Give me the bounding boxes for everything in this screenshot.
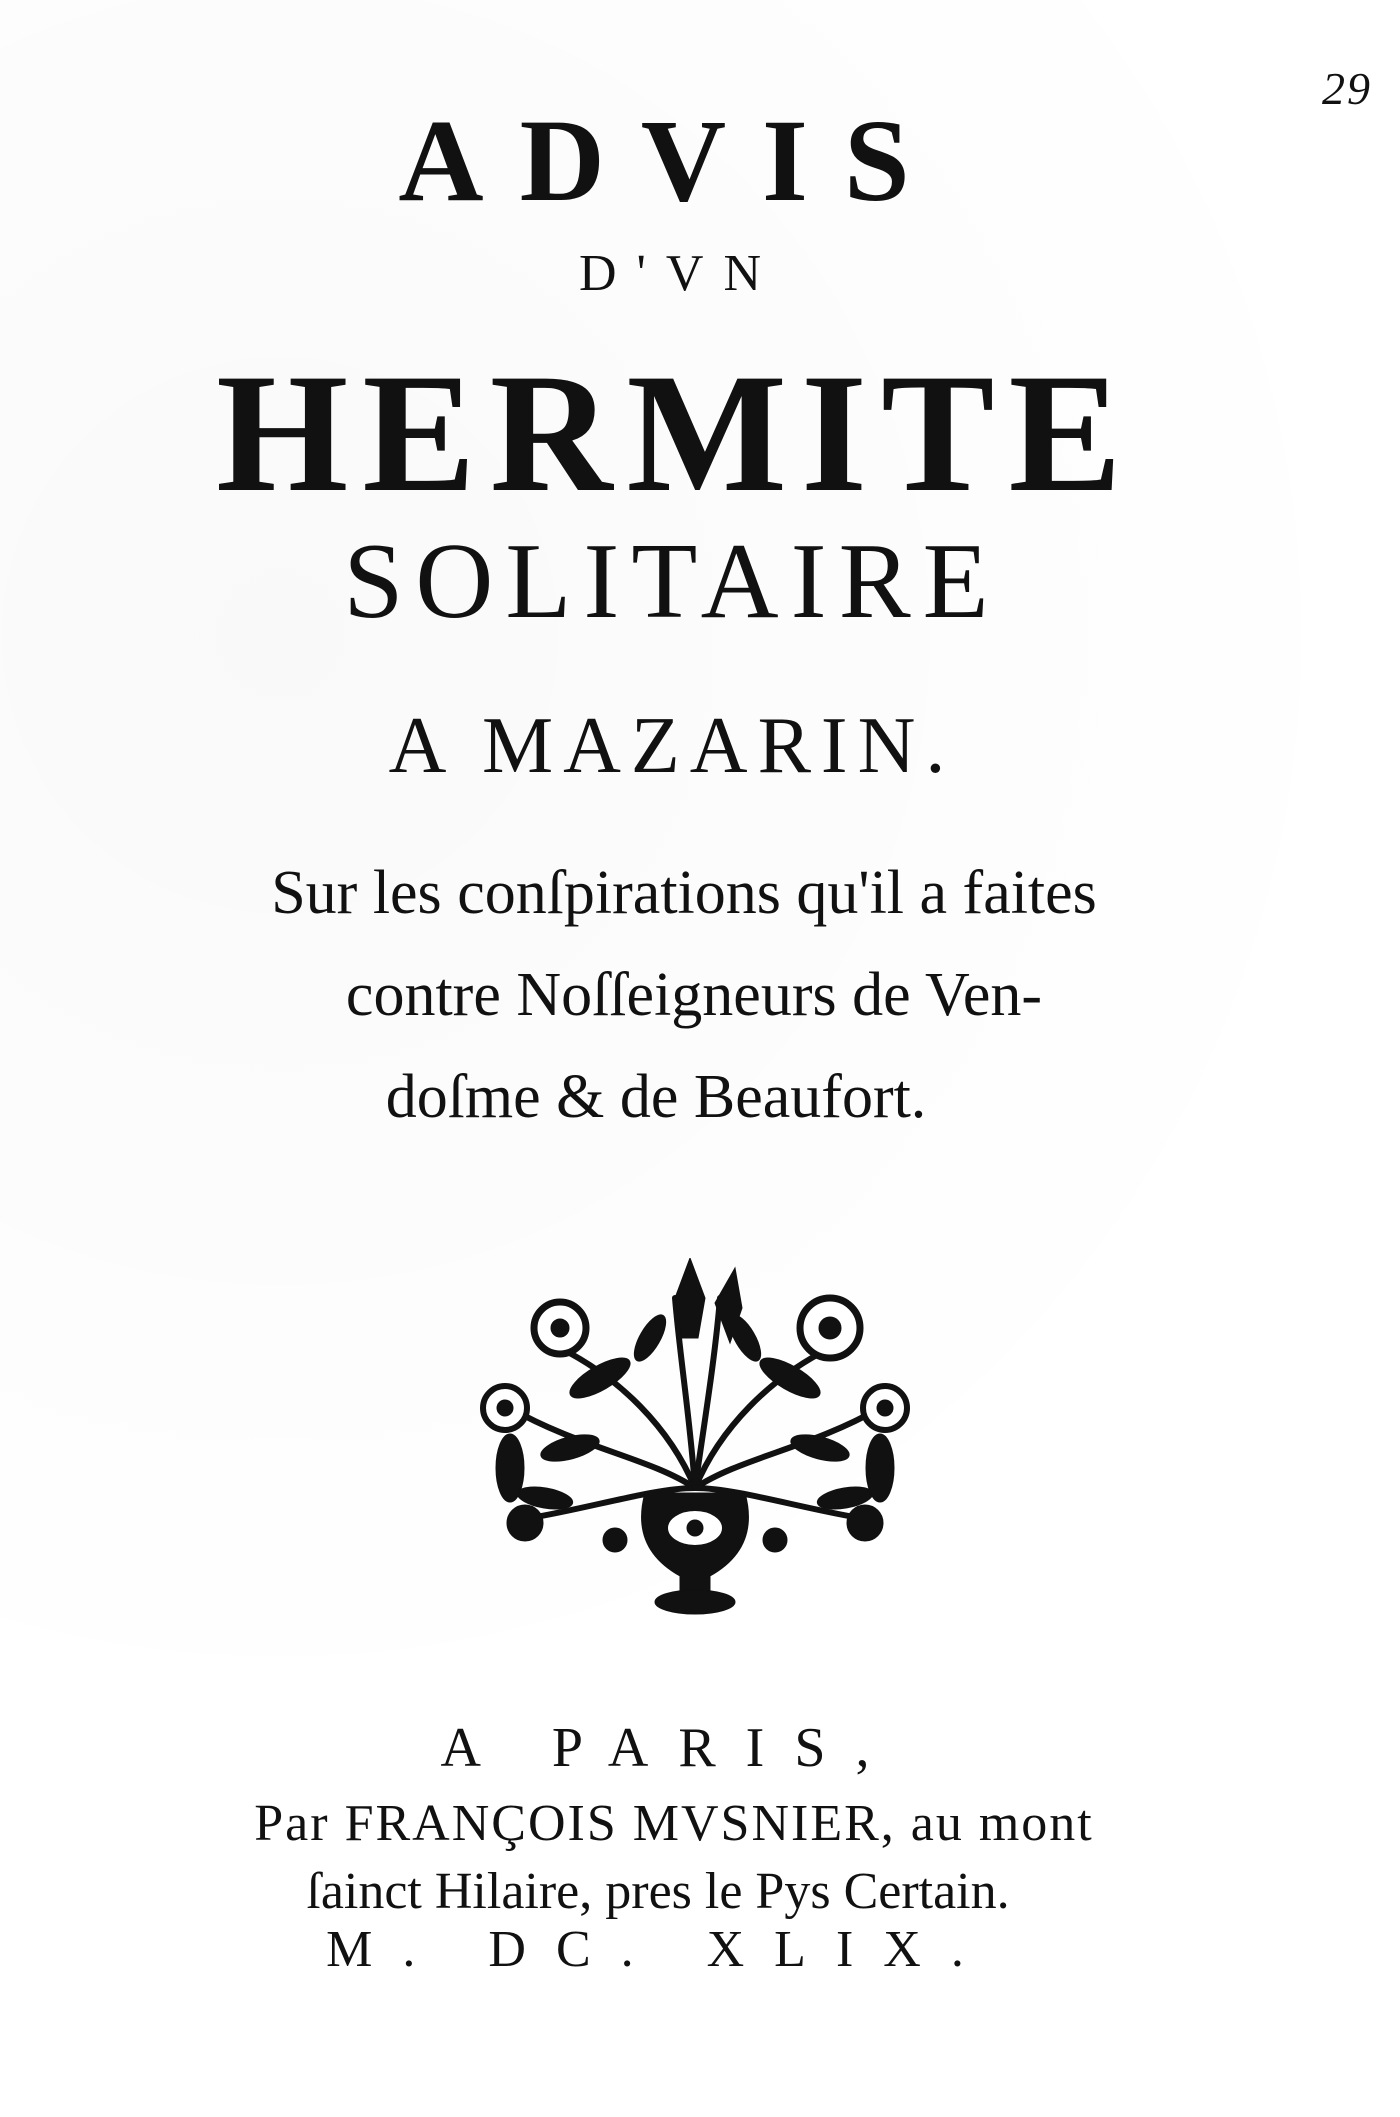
title-dun: D'VN xyxy=(578,245,782,302)
title-solitaire: SOLITAIRE xyxy=(343,522,1001,641)
subtitle-line-2: contre Noſſeigneurs de Ven- xyxy=(345,961,1043,1029)
imprint-year: M. DC. XLIX. xyxy=(326,1921,994,1978)
title-hermite: HERMITE xyxy=(216,339,1136,527)
flower-vase-woodcut-icon xyxy=(450,1258,940,1618)
subtitle-line-1: Sur les conſpirations qu'il a faites xyxy=(271,859,1097,927)
imprint-address: ſainct Hilaire, pres le Pys Certain. xyxy=(306,1863,1010,1920)
title-advis: ADVIS xyxy=(398,95,946,226)
folio-number: 29 xyxy=(1322,63,1372,114)
title-a-mazarin: A MAZARIN. xyxy=(388,702,956,790)
subtitle-line-3: doſme & de Beaufort. xyxy=(385,1063,927,1131)
imprint-place: A PARIS, xyxy=(440,1717,900,1779)
imprint-printer: Par FRANÇOIS MVSNIER, au mont xyxy=(254,1795,1094,1852)
